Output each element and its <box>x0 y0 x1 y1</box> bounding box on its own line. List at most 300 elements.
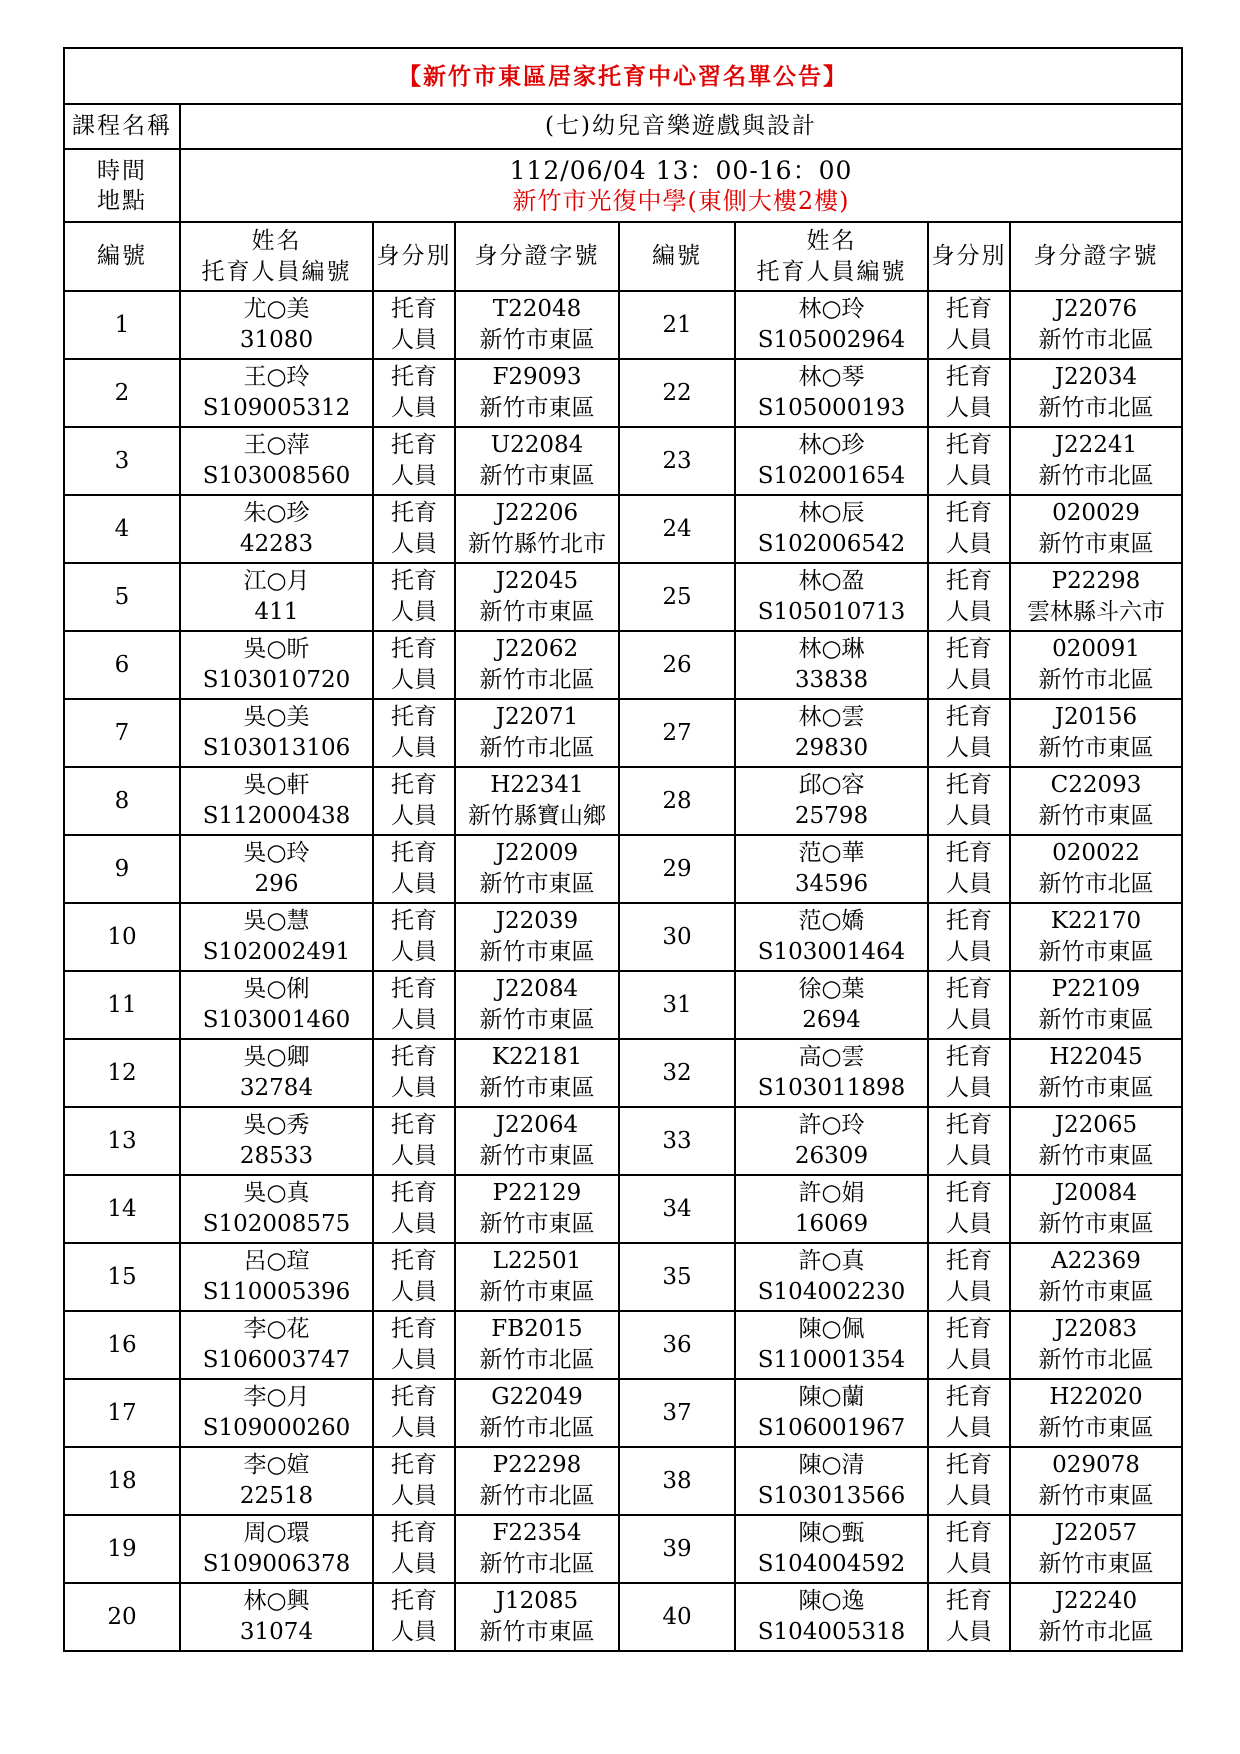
staff-id: S106001967 <box>757 1415 906 1441</box>
staff-id: 16069 <box>794 1211 869 1237</box>
name-cell <box>180 359 373 427</box>
id-number-cell <box>455 1175 619 1243</box>
person-name: 陳○佩 <box>798 1316 865 1342</box>
name-cell <box>735 1039 928 1107</box>
id-number: J22062 <box>495 636 579 662</box>
residence-area: 新竹市北區 <box>479 1415 595 1441</box>
identity-line: 托育 <box>391 500 437 526</box>
person-name: 林○辰 <box>798 500 865 526</box>
identity-cell <box>928 1583 1010 1651</box>
identity-cell <box>373 1107 455 1175</box>
staff-id: 26309 <box>794 1143 869 1169</box>
residence-area: 新竹市東區 <box>1038 735 1154 761</box>
identity-line: 托育 <box>391 704 437 730</box>
id-number-cell <box>455 1447 619 1515</box>
identity-cell <box>928 631 1010 699</box>
name-cell <box>735 1515 928 1583</box>
residence-area: 新竹市東區 <box>1038 1211 1154 1237</box>
id-number: J22009 <box>495 840 579 866</box>
identity-line: 人員 <box>391 1619 437 1645</box>
name-cell <box>735 1311 928 1379</box>
identity-line: 托育 <box>946 296 992 322</box>
person-name: 吳○軒 <box>243 772 310 798</box>
identity-line: 托育 <box>391 364 437 390</box>
identity-cell <box>373 1311 455 1379</box>
row-number: 12 <box>64 1039 180 1107</box>
person-name: 李○媗 <box>243 1452 310 1478</box>
person-name: 林○琴 <box>798 364 865 390</box>
id-number-cell <box>455 1379 619 1447</box>
id-number-cell <box>455 631 619 699</box>
identity-line: 人員 <box>946 327 992 353</box>
place-label: 地點 <box>97 187 147 214</box>
identity-line: 托育 <box>391 432 437 458</box>
residence-area: 新竹縣寶山鄉 <box>468 803 606 829</box>
row-number: 10 <box>64 903 180 971</box>
id-number: K22181 <box>491 1044 583 1070</box>
residence-area: 新竹市北區 <box>1038 871 1154 897</box>
residence-area: 新竹市東區 <box>479 599 595 625</box>
residence-area: 新竹市北區 <box>479 667 595 693</box>
row-number: 6 <box>64 631 180 699</box>
staff-id: 411 <box>254 599 299 625</box>
id-number: 020029 <box>1052 500 1140 526</box>
id-number: J20084 <box>1054 1180 1138 1206</box>
id-number: J22076 <box>1054 296 1138 322</box>
row-number: 7 <box>64 699 180 767</box>
name-cell <box>735 971 928 1039</box>
id-number: J22083 <box>1054 1316 1138 1342</box>
staff-id: S103010720 <box>202 667 351 693</box>
residence-area: 新竹市東區 <box>479 1143 595 1169</box>
identity-line: 托育 <box>391 1384 437 1410</box>
identity-line: 人員 <box>946 1075 992 1101</box>
id-number-cell <box>455 971 619 1039</box>
identity-line: 托育 <box>391 1112 437 1138</box>
identity-line: 人員 <box>946 463 992 489</box>
identity-line: 托育 <box>391 568 437 594</box>
id-number: J22241 <box>1054 432 1138 458</box>
identity-line: 人員 <box>391 735 437 761</box>
residence-area: 新竹市北區 <box>1038 667 1154 693</box>
row-number: 20 <box>64 1583 180 1651</box>
identity-cell <box>373 631 455 699</box>
id-number-cell <box>455 1039 619 1107</box>
time-place-label <box>64 149 180 222</box>
residence-area: 新竹市東區 <box>479 463 595 489</box>
row-number: 36 <box>619 1311 735 1379</box>
time-value: 112/06/04 13：00-16：00 <box>509 155 853 185</box>
identity-cell <box>928 359 1010 427</box>
header-name-label: 姓名 <box>806 227 857 254</box>
id-number-cell <box>455 427 619 495</box>
id-number: FB2015 <box>491 1316 583 1342</box>
id-number: J20156 <box>1054 704 1138 730</box>
identity-cell <box>373 971 455 1039</box>
table-row <box>64 1243 1182 1311</box>
id-number-cell <box>455 1107 619 1175</box>
table-row <box>64 631 1182 699</box>
row-number: 38 <box>619 1447 735 1515</box>
person-name: 徐○葉 <box>798 976 865 1002</box>
staff-id: S103013106 <box>202 735 351 761</box>
staff-id: S109006378 <box>202 1551 351 1577</box>
name-cell <box>180 1515 373 1583</box>
residence-area: 新竹市東區 <box>1038 1075 1154 1101</box>
person-name: 王○玲 <box>243 364 310 390</box>
residence-area: 新竹市東區 <box>479 871 595 897</box>
identity-line: 人員 <box>946 1007 992 1033</box>
row-number: 18 <box>64 1447 180 1515</box>
staff-id: 32784 <box>239 1075 314 1101</box>
row-number: 29 <box>619 835 735 903</box>
identity-line: 托育 <box>391 772 437 798</box>
id-number: J22064 <box>495 1112 579 1138</box>
id-number: P22109 <box>1051 976 1141 1002</box>
table-row <box>64 1039 1182 1107</box>
table-row <box>64 971 1182 1039</box>
person-name: 林○興 <box>243 1588 310 1614</box>
id-number-cell <box>1010 1379 1182 1447</box>
residence-area: 新竹市東區 <box>1038 1415 1154 1441</box>
residence-area: 新竹市東區 <box>479 1211 595 1237</box>
name-cell <box>735 835 928 903</box>
row-number: 32 <box>619 1039 735 1107</box>
name-cell <box>180 767 373 835</box>
identity-line: 人員 <box>946 939 992 965</box>
identity-cell <box>373 903 455 971</box>
id-number: J22206 <box>495 500 579 526</box>
identity-cell <box>373 1039 455 1107</box>
staff-id: 29830 <box>794 735 869 761</box>
id-number-cell <box>455 835 619 903</box>
identity-line: 托育 <box>391 908 437 934</box>
identity-line: 人員 <box>391 327 437 353</box>
row-number: 14 <box>64 1175 180 1243</box>
staff-id: S103001460 <box>202 1007 351 1033</box>
identity-cell <box>373 291 455 359</box>
row-number: 23 <box>619 427 735 495</box>
name-cell <box>180 1583 373 1651</box>
name-cell <box>735 1583 928 1651</box>
identity-line: 托育 <box>391 976 437 1002</box>
identity-line: 托育 <box>946 1180 992 1206</box>
id-number: P22298 <box>492 1452 582 1478</box>
identity-line: 托育 <box>946 1520 992 1546</box>
id-number-cell <box>1010 631 1182 699</box>
residence-area: 新竹市東區 <box>1038 531 1154 557</box>
name-cell <box>735 427 928 495</box>
identity-line: 托育 <box>391 1248 437 1274</box>
row-number: 15 <box>64 1243 180 1311</box>
identity-line: 人員 <box>391 1347 437 1373</box>
identity-line: 人員 <box>946 1415 992 1441</box>
identity-cell <box>928 903 1010 971</box>
page-title: 【新竹市東區居家托育中心習名單公告】 <box>64 48 1182 104</box>
id-number: J22045 <box>495 568 579 594</box>
name-cell <box>735 1379 928 1447</box>
identity-line: 托育 <box>946 364 992 390</box>
header-id-number: 身分證字號 <box>1010 222 1182 291</box>
id-number-cell <box>1010 1175 1182 1243</box>
person-name: 吳○俐 <box>243 976 310 1002</box>
id-number-cell <box>455 291 619 359</box>
table-row <box>64 1447 1182 1515</box>
table-row <box>64 1515 1182 1583</box>
identity-line: 托育 <box>391 840 437 866</box>
person-name: 江○月 <box>243 568 310 594</box>
identity-cell <box>373 427 455 495</box>
residence-area: 新竹市北區 <box>1038 1619 1154 1645</box>
staff-id: S104005318 <box>757 1619 906 1645</box>
identity-cell <box>928 1379 1010 1447</box>
identity-cell <box>928 835 1010 903</box>
identity-cell <box>928 1243 1010 1311</box>
id-number-cell <box>1010 971 1182 1039</box>
table-row <box>64 563 1182 631</box>
residence-area: 新竹市東區 <box>1038 1551 1154 1577</box>
identity-line: 人員 <box>391 1551 437 1577</box>
residence-area: 新竹市北區 <box>1038 1347 1154 1373</box>
id-number: J22084 <box>495 976 579 1002</box>
identity-line: 人員 <box>946 735 992 761</box>
id-number-cell <box>455 699 619 767</box>
person-name: 林○玲 <box>798 296 865 322</box>
residence-area: 新竹市東區 <box>1038 1007 1154 1033</box>
residence-area: 新竹市東區 <box>1038 1279 1154 1305</box>
name-cell <box>735 359 928 427</box>
id-number: 020091 <box>1052 636 1140 662</box>
staff-id: 296 <box>254 871 299 897</box>
name-cell <box>180 699 373 767</box>
header-no: 編號 <box>64 222 180 291</box>
id-number: G22049 <box>491 1384 583 1410</box>
header-identity: 身分別 <box>928 222 1010 291</box>
identity-line: 托育 <box>946 568 992 594</box>
identity-line: 托育 <box>946 772 992 798</box>
row-number: 1 <box>64 291 180 359</box>
staff-id: S104002230 <box>757 1279 906 1305</box>
id-number: J22057 <box>1054 1520 1138 1546</box>
staff-id: S103011898 <box>757 1075 906 1101</box>
identity-line: 人員 <box>946 1143 992 1169</box>
residence-area: 雲林縣斗六市 <box>1027 599 1165 625</box>
person-name: 尤○美 <box>243 296 310 322</box>
id-number-cell <box>1010 1039 1182 1107</box>
staff-id: S103001464 <box>757 939 906 965</box>
identity-line: 人員 <box>391 667 437 693</box>
staff-id: 31074 <box>239 1619 314 1645</box>
identity-line: 人員 <box>946 871 992 897</box>
row-number: 16 <box>64 1311 180 1379</box>
identity-line: 人員 <box>946 1279 992 1305</box>
id-number: J22071 <box>495 704 579 730</box>
id-number-cell <box>1010 1447 1182 1515</box>
person-name: 林○珍 <box>798 432 865 458</box>
identity-line: 托育 <box>946 636 992 662</box>
id-number-cell <box>455 1311 619 1379</box>
id-number-cell <box>1010 291 1182 359</box>
table-row <box>64 1583 1182 1651</box>
staff-id: 22518 <box>239 1483 314 1509</box>
course-name: (七)幼兒音樂遊戲與設計 <box>180 104 1182 149</box>
header-name <box>180 222 373 291</box>
staff-id: S102001654 <box>757 463 906 489</box>
table-row <box>64 427 1182 495</box>
id-number-cell <box>1010 495 1182 563</box>
identity-line: 托育 <box>946 500 992 526</box>
name-cell <box>180 1175 373 1243</box>
table-row <box>64 495 1182 563</box>
row-number: 13 <box>64 1107 180 1175</box>
person-name: 范○華 <box>798 840 865 866</box>
identity-line: 托育 <box>946 704 992 730</box>
name-cell <box>735 1243 928 1311</box>
table-row <box>64 699 1182 767</box>
time-place-value <box>180 149 1182 222</box>
identity-line: 托育 <box>946 432 992 458</box>
id-number: 029078 <box>1052 1452 1140 1478</box>
row-number: 19 <box>64 1515 180 1583</box>
id-number: J12085 <box>495 1588 579 1614</box>
residence-area: 新竹市北區 <box>1038 395 1154 421</box>
person-name: 呂○瑄 <box>243 1248 310 1274</box>
place-value: 新竹市光復中學(東側大樓2樓) <box>512 186 850 215</box>
residence-area: 新竹市北區 <box>1038 327 1154 353</box>
staff-id: S109000260 <box>202 1415 351 1441</box>
person-name: 吳○慧 <box>243 908 310 934</box>
identity-cell <box>373 1379 455 1447</box>
table-row <box>64 291 1182 359</box>
identity-line: 人員 <box>946 803 992 829</box>
id-number-cell <box>1010 1243 1182 1311</box>
id-number: J22039 <box>495 908 579 934</box>
identity-line: 托育 <box>391 1588 437 1614</box>
staff-id: S102008575 <box>202 1211 351 1237</box>
staff-id: 33838 <box>794 667 869 693</box>
identity-cell <box>373 767 455 835</box>
id-number-cell <box>1010 427 1182 495</box>
id-number: C22093 <box>1050 772 1142 798</box>
identity-line: 托育 <box>946 1112 992 1138</box>
staff-id: S103013566 <box>757 1483 906 1509</box>
identity-line: 人員 <box>946 1551 992 1577</box>
name-cell <box>180 1311 373 1379</box>
identity-line: 托育 <box>946 1044 992 1070</box>
name-cell <box>735 1107 928 1175</box>
id-number-cell <box>1010 1515 1182 1583</box>
identity-line: 托育 <box>946 976 992 1002</box>
id-number-cell <box>1010 359 1182 427</box>
staff-id: S102002491 <box>202 939 351 965</box>
person-name: 陳○清 <box>798 1452 865 1478</box>
residence-area: 新竹市東區 <box>479 939 595 965</box>
residence-area: 新竹市東區 <box>479 1075 595 1101</box>
person-name: 林○雲 <box>798 704 865 730</box>
name-cell <box>180 835 373 903</box>
identity-line: 人員 <box>391 871 437 897</box>
person-name: 周○環 <box>243 1520 310 1546</box>
person-name: 李○月 <box>243 1384 310 1410</box>
id-number-cell <box>1010 767 1182 835</box>
id-number: J22240 <box>1054 1588 1138 1614</box>
id-number-cell <box>455 495 619 563</box>
residence-area: 新竹市東區 <box>1038 1143 1154 1169</box>
person-name: 林○盈 <box>798 568 865 594</box>
course-label: 課程名稱 <box>64 104 180 149</box>
person-name: 陳○逸 <box>798 1588 865 1614</box>
row-number: 17 <box>64 1379 180 1447</box>
staff-id: S110005396 <box>202 1279 351 1305</box>
staff-id: S102006542 <box>757 531 906 557</box>
residence-area: 新竹縣竹北市 <box>468 531 606 557</box>
name-cell <box>180 495 373 563</box>
residence-area: 新竹市北區 <box>1038 463 1154 489</box>
identity-line: 托育 <box>946 1248 992 1274</box>
staff-id: S112000438 <box>202 803 351 829</box>
id-number-cell <box>455 903 619 971</box>
person-name: 吳○真 <box>243 1180 310 1206</box>
person-name: 吳○卿 <box>243 1044 310 1070</box>
identity-line: 人員 <box>391 939 437 965</box>
person-name: 朱○珍 <box>243 500 310 526</box>
identity-cell <box>928 563 1010 631</box>
name-cell <box>735 903 928 971</box>
residence-area: 新竹市東區 <box>479 1007 595 1033</box>
identity-cell <box>373 1583 455 1651</box>
identity-line: 人員 <box>946 1347 992 1373</box>
identity-line: 托育 <box>946 1452 992 1478</box>
residence-area: 新竹市北區 <box>479 735 595 761</box>
person-name: 高○雲 <box>798 1044 865 1070</box>
identity-line: 托育 <box>391 1452 437 1478</box>
identity-cell <box>373 1175 455 1243</box>
identity-line: 人員 <box>391 1415 437 1441</box>
row-number: 3 <box>64 427 180 495</box>
staff-id: S105002964 <box>757 327 906 353</box>
name-cell <box>180 1039 373 1107</box>
table-row <box>64 903 1182 971</box>
row-number: 31 <box>619 971 735 1039</box>
identity-cell <box>928 291 1010 359</box>
residence-area: 新竹市北區 <box>479 1483 595 1509</box>
row-number: 11 <box>64 971 180 1039</box>
name-cell <box>180 427 373 495</box>
identity-cell <box>373 835 455 903</box>
id-number: H22045 <box>1049 1044 1143 1070</box>
staff-id: 28533 <box>239 1143 314 1169</box>
staff-id: S109005312 <box>202 395 351 421</box>
person-name: 許○娟 <box>798 1180 865 1206</box>
name-cell <box>180 291 373 359</box>
person-name: 林○琳 <box>798 636 865 662</box>
residence-area: 新竹市東區 <box>1038 939 1154 965</box>
header-identity: 身分別 <box>373 222 455 291</box>
identity-line: 人員 <box>946 1211 992 1237</box>
residence-area: 新竹市東區 <box>479 1619 595 1645</box>
staff-id: S103008560 <box>202 463 351 489</box>
name-cell <box>180 1447 373 1515</box>
table-row <box>64 835 1182 903</box>
id-number: P22298 <box>1051 568 1141 594</box>
column-header-row <box>64 222 1182 291</box>
identity-cell <box>928 1447 1010 1515</box>
row-number: 5 <box>64 563 180 631</box>
identity-cell <box>373 1515 455 1583</box>
row-number: 27 <box>619 699 735 767</box>
name-cell <box>180 971 373 1039</box>
identity-line: 人員 <box>946 599 992 625</box>
